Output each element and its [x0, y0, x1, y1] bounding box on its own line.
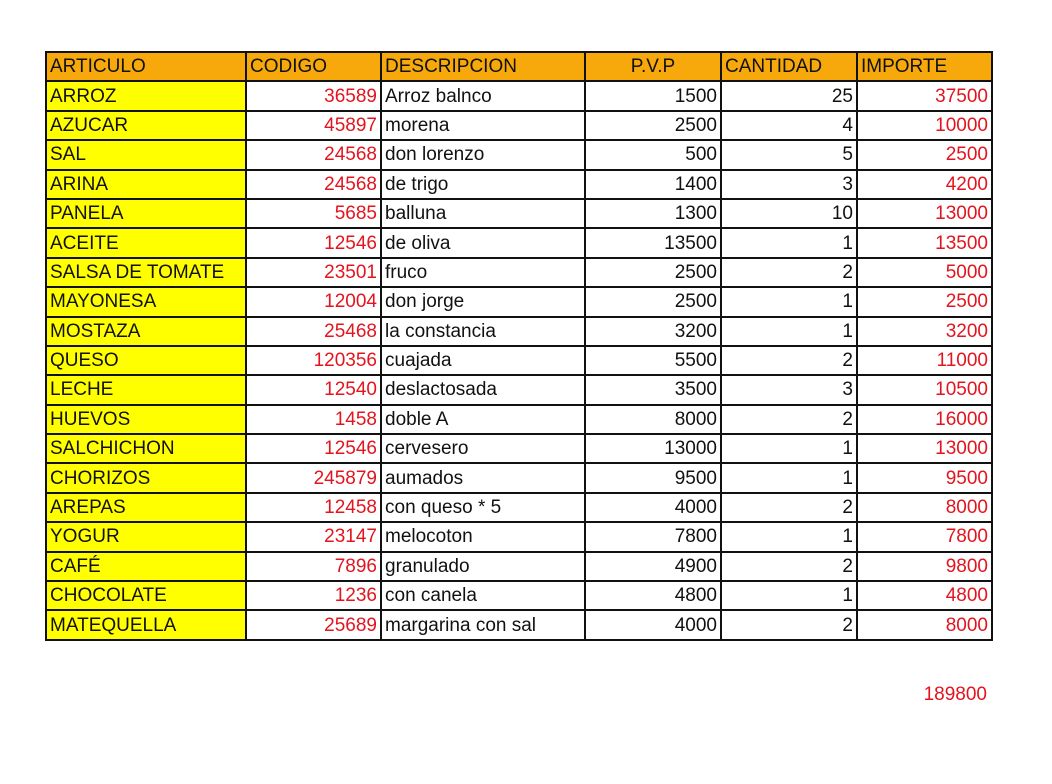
cell-pvp: 4800 [585, 581, 721, 610]
table-row [46, 375, 992, 404]
cell-importe: 10000 [857, 111, 992, 140]
cell-cantidad: 1 [721, 434, 857, 463]
header-descripcion: DESCRIPCION [381, 52, 585, 81]
cell-pvp: 7800 [585, 522, 721, 551]
cell-articulo: ACEITE [46, 228, 246, 257]
cell-importe: 8000 [857, 493, 992, 522]
cell-importe: 37500 [857, 81, 992, 110]
cell-pvp: 9500 [585, 463, 721, 492]
cell-pvp: 2500 [585, 258, 721, 287]
cell-articulo: QUESO [46, 346, 246, 375]
cell-codigo: 12546 [246, 228, 381, 257]
cell-importe: 3200 [857, 317, 992, 346]
cell-codigo: 25689 [246, 610, 381, 639]
cell-articulo: MATEQUELLA [46, 610, 246, 639]
cell-codigo: 25468 [246, 317, 381, 346]
cell-descripcion: aumados [381, 463, 585, 492]
header-pvp: P.V.P [585, 52, 721, 81]
cell-articulo: CAFÉ [46, 552, 246, 581]
cell-descripcion: de oliva [381, 228, 585, 257]
cell-cantidad: 10 [721, 199, 857, 228]
cell-codigo: 12004 [246, 287, 381, 316]
cell-pvp: 4000 [585, 493, 721, 522]
cell-importe: 16000 [857, 405, 992, 434]
cell-importe: 4200 [857, 170, 992, 199]
table-row [46, 493, 992, 522]
cell-descripcion: melocoton [381, 522, 585, 551]
cell-pvp: 2500 [585, 287, 721, 316]
table-row [46, 581, 992, 610]
cell-articulo: YOGUR [46, 522, 246, 551]
cell-cantidad: 25 [721, 81, 857, 110]
cell-articulo: SALCHICHON [46, 434, 246, 463]
table-row [46, 140, 992, 169]
table-row [46, 552, 992, 581]
table-row [46, 81, 992, 110]
cell-articulo: AZUCAR [46, 111, 246, 140]
cell-cantidad: 2 [721, 610, 857, 639]
cell-pvp: 13500 [585, 228, 721, 257]
cell-codigo: 12458 [246, 493, 381, 522]
cell-importe: 13000 [857, 199, 992, 228]
cell-articulo: CHORIZOS [46, 463, 246, 492]
cell-articulo: MAYONESA [46, 287, 246, 316]
cell-pvp: 8000 [585, 405, 721, 434]
cell-pvp: 13000 [585, 434, 721, 463]
cell-pvp: 500 [585, 140, 721, 169]
cell-articulo: SALSA DE TOMATE [46, 258, 246, 287]
cell-cantidad: 4 [721, 111, 857, 140]
cell-codigo: 45897 [246, 111, 381, 140]
cell-pvp: 4000 [585, 610, 721, 639]
cell-cantidad: 2 [721, 552, 857, 581]
header-codigo: CODIGO [246, 52, 381, 81]
cell-codigo: 245879 [246, 463, 381, 492]
cell-codigo: 7896 [246, 552, 381, 581]
cell-codigo: 5685 [246, 199, 381, 228]
cell-importe: 9500 [857, 463, 992, 492]
cell-descripcion: cervesero [381, 434, 585, 463]
cell-importe: 7800 [857, 522, 992, 551]
cell-cantidad: 3 [721, 170, 857, 199]
cell-importe: 5000 [857, 258, 992, 287]
cell-descripcion: fruco [381, 258, 585, 287]
cell-articulo: ARROZ [46, 81, 246, 110]
table-row [46, 170, 992, 199]
table-row [46, 522, 992, 551]
table-row [46, 228, 992, 257]
cell-articulo: SAL [46, 140, 246, 169]
cell-descripcion: don jorge [381, 287, 585, 316]
cell-codigo: 36589 [246, 81, 381, 110]
cell-pvp: 1300 [585, 199, 721, 228]
cell-articulo: AREPAS [46, 493, 246, 522]
cell-descripcion: Arroz balnco [381, 81, 585, 110]
cell-codigo: 24568 [246, 170, 381, 199]
cell-cantidad: 2 [721, 493, 857, 522]
cell-descripcion: deslactosada [381, 375, 585, 404]
header-articulo: ARTICULO [46, 52, 246, 81]
header-importe: IMPORTE [857, 52, 992, 81]
cell-descripcion: con canela [381, 581, 585, 610]
cell-descripcion: morena [381, 111, 585, 140]
cell-descripcion: don lorenzo [381, 140, 585, 169]
cell-pvp: 5500 [585, 346, 721, 375]
cell-cantidad: 3 [721, 375, 857, 404]
cell-cantidad: 2 [721, 405, 857, 434]
cell-articulo: LECHE [46, 375, 246, 404]
cell-articulo: CHOCOLATE [46, 581, 246, 610]
cell-cantidad: 1 [721, 522, 857, 551]
cell-cantidad: 1 [721, 287, 857, 316]
table-row [46, 346, 992, 375]
cell-importe: 10500 [857, 375, 992, 404]
cell-cantidad: 1 [721, 463, 857, 492]
cell-articulo: HUEVOS [46, 405, 246, 434]
cell-articulo: PANELA [46, 199, 246, 228]
cell-cantidad: 1 [721, 581, 857, 610]
cell-cantidad: 2 [721, 346, 857, 375]
inventory-table [45, 51, 993, 641]
table-row [46, 287, 992, 316]
cell-pvp: 4900 [585, 552, 721, 581]
cell-cantidad: 1 [721, 228, 857, 257]
cell-importe: 8000 [857, 610, 992, 639]
cell-codigo: 24568 [246, 140, 381, 169]
cell-codigo: 1458 [246, 405, 381, 434]
table-row [46, 405, 992, 434]
header-cantidad: CANTIDAD [721, 52, 857, 81]
cell-descripcion: con queso * 5 [381, 493, 585, 522]
cell-importe: 9800 [857, 552, 992, 581]
cell-pvp: 1500 [585, 81, 721, 110]
cell-importe: 2500 [857, 287, 992, 316]
cell-codigo: 23501 [246, 258, 381, 287]
table-row [46, 610, 992, 639]
header-row [46, 52, 992, 81]
total-importe: 189800 [923, 684, 987, 705]
cell-importe: 4800 [857, 581, 992, 610]
cell-codigo: 120356 [246, 346, 381, 375]
cell-importe: 2500 [857, 140, 992, 169]
cell-descripcion: cuajada [381, 346, 585, 375]
cell-importe: 13000 [857, 434, 992, 463]
cell-codigo: 12540 [246, 375, 381, 404]
table-row [46, 317, 992, 346]
cell-descripcion: doble A [381, 405, 585, 434]
cell-descripcion: la constancia [381, 317, 585, 346]
cell-codigo: 23147 [246, 522, 381, 551]
cell-articulo: MOSTAZA [46, 317, 246, 346]
cell-pvp: 3500 [585, 375, 721, 404]
table-row [46, 258, 992, 287]
table-row [46, 199, 992, 228]
cell-pvp: 1400 [585, 170, 721, 199]
cell-codigo: 12546 [246, 434, 381, 463]
cell-pvp: 3200 [585, 317, 721, 346]
table-row [46, 434, 992, 463]
cell-codigo: 1236 [246, 581, 381, 610]
cell-descripcion: de trigo [381, 170, 585, 199]
cell-descripcion: granulado [381, 552, 585, 581]
cell-cantidad: 1 [721, 317, 857, 346]
table-row [46, 111, 992, 140]
cell-importe: 13500 [857, 228, 992, 257]
cell-pvp: 2500 [585, 111, 721, 140]
cell-descripcion: margarina con sal [381, 610, 585, 639]
table-row [46, 463, 992, 492]
cell-cantidad: 2 [721, 258, 857, 287]
cell-cantidad: 5 [721, 140, 857, 169]
cell-descripcion: balluna [381, 199, 585, 228]
cell-importe: 11000 [857, 346, 992, 375]
cell-articulo: ARINA [46, 170, 246, 199]
